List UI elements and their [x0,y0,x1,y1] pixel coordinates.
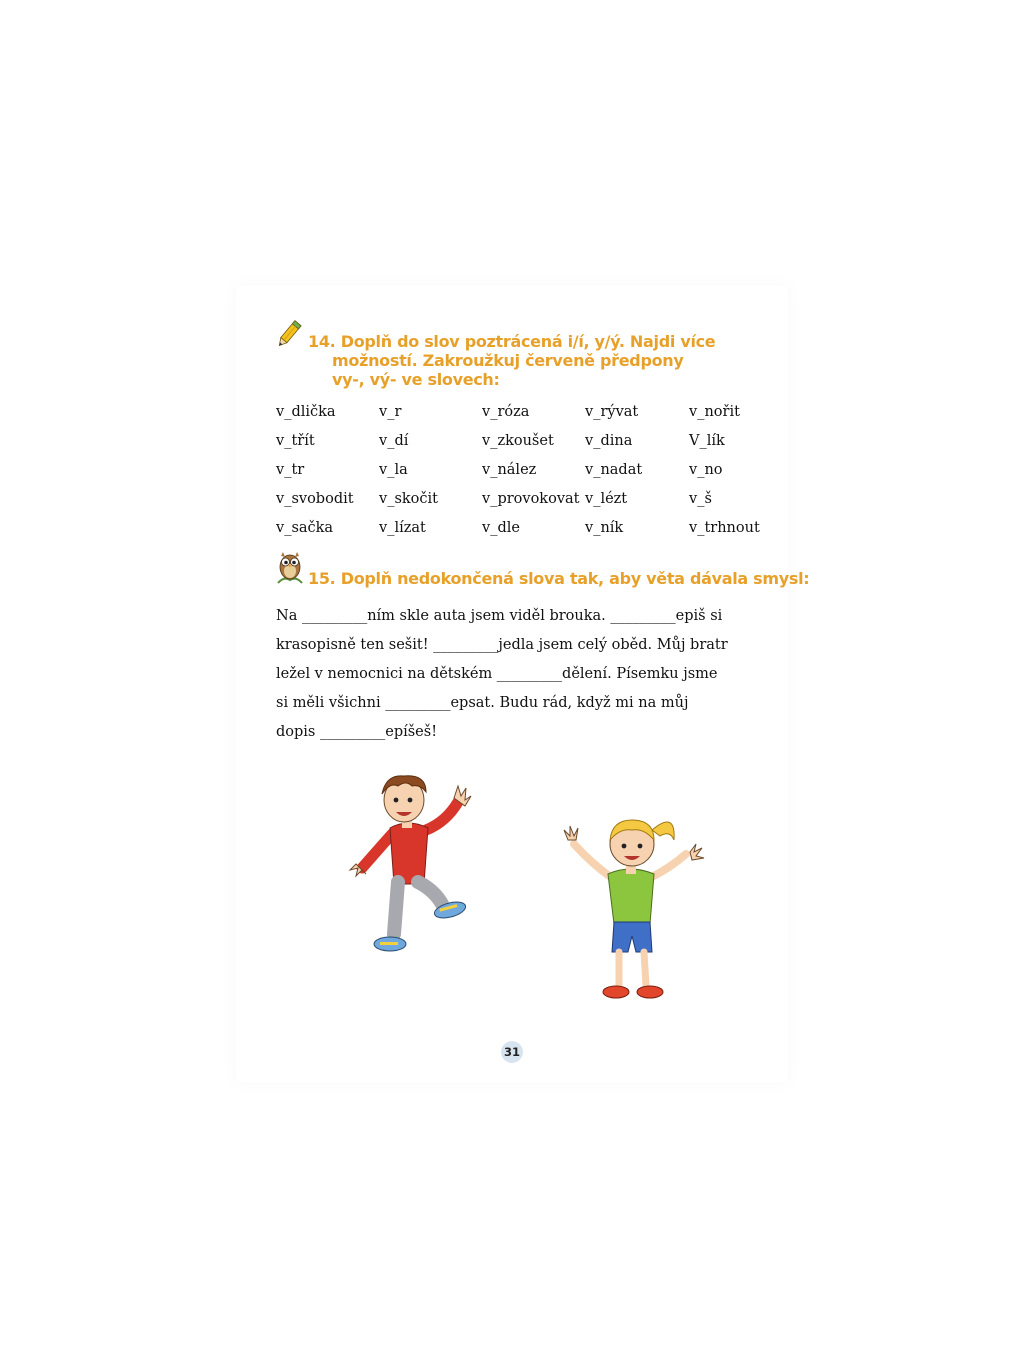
word-item: V_lík [689,433,725,449]
word-item: v_la [379,462,408,478]
word-item: v_sačka [276,520,334,536]
word-item: v_ník [585,520,624,536]
paragraph-line: dopis _________epíšeš! [276,724,438,740]
exercise-15-title: 15. Doplň nedokončená slova tak, aby věta dávala smysl: [308,569,810,588]
paragraph-line: ležel v nemocnici na dětském _________dělení. Písemku jsme [276,666,718,682]
word-row [276,460,776,489]
paragraph-line: si měli všichni _________epsat. Budu rád, když mi na můj [276,695,689,711]
exercise-14-title [308,332,716,389]
word-item: v_lézt [585,491,628,507]
word-row [276,402,776,431]
pencil-icon [274,318,304,350]
boy-illustration [346,772,476,972]
word-row [276,489,776,518]
word-item: v_zkoušet [482,433,554,449]
girl-illustration [556,810,706,1010]
paragraph-line: krasopisně ten sešit! _________jedla jsem celý oběd. Můj bratr [276,637,728,653]
page-number: 31 [501,1041,523,1063]
word-item: v_nořit [689,404,740,420]
word-item: v_dina [585,433,633,449]
word-item: v_nadat [585,462,643,478]
word-item: v_trhnout [689,520,760,536]
word-row [276,518,776,547]
word-item: v_svobodit [276,491,354,507]
workbook-page [236,286,810,1082]
word-item: v_no [689,462,723,478]
word-item: v_lízat [379,520,426,536]
word-item: v_dle [482,520,520,536]
word-item: v_tr [276,462,305,478]
paragraph-line: Na _________ním skle auta jsem viděl brouka. _________epiš si [276,608,723,624]
word-item: v_provokovat [482,491,580,507]
word-item: v_dlička [276,404,336,420]
word-row [276,431,776,460]
word-item: v_třít [276,433,315,449]
owl-icon [276,550,304,584]
word-item: v_rývat [585,404,639,420]
word-item: v_š [689,491,712,507]
word-item: v_skočit [379,491,438,507]
exercise-14-title-line: vy-, vý- ve slovech: [332,370,500,389]
word-grid [276,402,776,547]
word-item: v_nález [482,462,537,478]
word-item: v_róza [482,404,530,420]
word-item: v_r [379,404,402,420]
fill-in-paragraph [276,606,746,751]
exercise-14-title-line: možností. Zakroužkuj červeně předpony [332,351,684,370]
exercise-14-title-line: 14. Doplň do slov poztrácená i/í, y/ý. Najdi více [308,332,716,351]
word-item: v_dí [379,433,409,449]
